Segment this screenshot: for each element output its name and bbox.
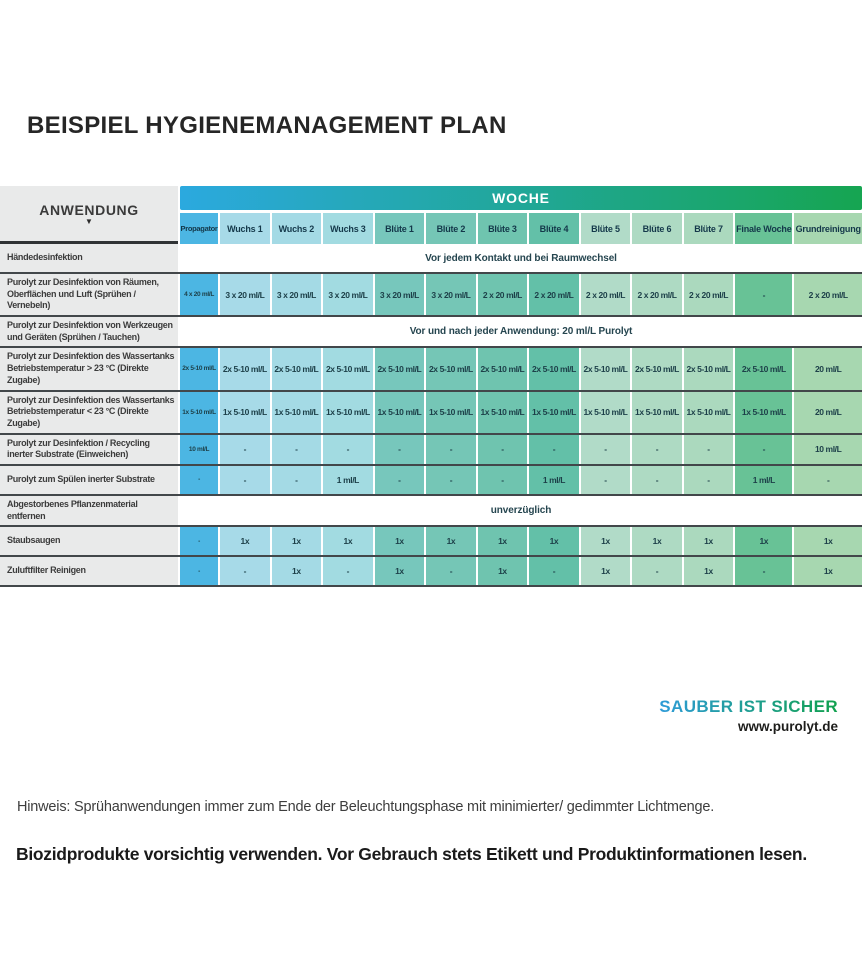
- plan-cell: 1x 5-10 ml/L: [478, 392, 528, 433]
- page-title: BEISPIEL HYGIENEMANAGEMENT PLAN: [27, 112, 507, 139]
- table-row: [0, 466, 862, 496]
- plan-cell: -: [220, 435, 270, 464]
- plan-cell: -: [180, 527, 218, 555]
- plan-cell: 20 ml/L: [794, 348, 862, 389]
- plan-cell: -: [581, 466, 631, 494]
- plan-cell: -: [684, 435, 734, 464]
- table-row: [0, 435, 862, 466]
- plan-cell: 2x 5-10 ml/L: [684, 348, 734, 389]
- column-header: Blüte 6: [632, 213, 682, 244]
- plan-cell: -: [478, 435, 528, 464]
- plan-cell: 3 x 20 ml/L: [220, 274, 270, 315]
- table-row: [0, 392, 862, 435]
- plan-cell: 2x 5-10 ml/L: [375, 348, 425, 389]
- plan-cell: -: [323, 435, 373, 464]
- brand-slogan: SAUBER IST SICHER: [659, 697, 838, 716]
- plan-cell: 1x 5-10 ml/L: [426, 392, 476, 433]
- plan-cell: 1x 5-10 ml/L: [735, 392, 792, 433]
- plan-cell: 10 ml/L: [794, 435, 862, 464]
- table-row: [0, 317, 862, 348]
- plan-cell: 1x: [272, 557, 322, 585]
- plan-cell: 1x: [426, 527, 476, 555]
- row-label: Purolyt zur Desinfektion / Recycling inerter Substrate (Einweichen): [0, 435, 178, 464]
- column-header: Blüte 1: [375, 213, 425, 244]
- plan-cell: 2 x 20 ml/L: [581, 274, 631, 315]
- plan-cell: 2x 5-10 ml/L: [272, 348, 322, 389]
- plan-cell: -: [478, 466, 528, 494]
- plan-cell: 1x: [581, 527, 631, 555]
- plan-cell: -: [272, 435, 322, 464]
- table-row: [0, 557, 862, 587]
- column-header: Finale Woche: [735, 213, 792, 244]
- plan-cell: 2x 5-10 ml/L: [426, 348, 476, 389]
- plan-cell: 3 x 20 ml/L: [272, 274, 322, 315]
- plan-cell: 1x: [581, 557, 631, 585]
- column-header: Blüte 3: [478, 213, 528, 244]
- plan-cell: 1x: [735, 527, 792, 555]
- row-label: Staubsaugen: [0, 527, 178, 555]
- plan-cell: -: [180, 557, 218, 585]
- table-row: [0, 348, 862, 391]
- plan-cell: 3 x 20 ml/L: [426, 274, 476, 315]
- plan-cell: -: [375, 466, 425, 494]
- plan-cell: -: [426, 435, 476, 464]
- row-label: Purolyt zur Desinfektion des Wassertanks Betriebstemperatur > 23 °C (Direkte Zugabe): [0, 348, 178, 389]
- plan-cell: 1x 5-10 ml/L: [684, 392, 734, 433]
- table-row: [0, 244, 862, 274]
- plan-cell: 1x: [220, 527, 270, 555]
- column-header: Wuchs 1: [220, 213, 270, 244]
- column-header: Blüte 4: [529, 213, 579, 244]
- woche-banner: WOCHE: [180, 186, 862, 210]
- row-label: Purolyt zum Spülen inerter Substrate: [0, 466, 178, 494]
- plan-cell: 2x 5-10 ml/L: [735, 348, 792, 389]
- plan-cell: -: [684, 466, 734, 494]
- column-header: Wuchs 2: [272, 213, 322, 244]
- plan-cell: 1x: [272, 527, 322, 555]
- row-label: Zuluftfilter Reinigen: [0, 557, 178, 585]
- plan-cell: 2 x 20 ml/L: [478, 274, 528, 315]
- plan-cell: 1x 5-10 ml/L: [180, 392, 218, 433]
- plan-cell: -: [426, 466, 476, 494]
- plan-cell: 1 ml/L: [735, 466, 792, 494]
- plan-cell: -: [220, 557, 270, 585]
- plan-cell: 1x: [478, 527, 528, 555]
- plan-cell: 2x 5-10 ml/L: [529, 348, 579, 389]
- arrow-down-icon: ▼: [85, 217, 93, 226]
- plan-cell: -: [529, 435, 579, 464]
- hygiene-plan-table: [0, 186, 862, 587]
- plan-cell: -: [323, 557, 373, 585]
- row-span-value: Vor jedem Kontakt und bei Raumwechsel: [180, 244, 862, 272]
- table-row: [0, 496, 862, 527]
- brand-website: www.purolyt.de: [737, 719, 838, 734]
- row-label: Abgestorbenes Pflanzenmaterial entfernen: [0, 496, 178, 525]
- table-header: [0, 186, 862, 244]
- plan-cell: 1x 5-10 ml/L: [581, 392, 631, 433]
- column-header: Blüte 5: [581, 213, 631, 244]
- plan-cell: -: [735, 435, 792, 464]
- plan-cell: 1x 5-10 ml/L: [323, 392, 373, 433]
- plan-cell: 1x 5-10 ml/L: [632, 392, 682, 433]
- plan-cell: 1 ml/L: [529, 466, 579, 494]
- plan-cell: -: [180, 466, 218, 494]
- brand-block: [659, 697, 838, 734]
- plan-cell: 2x 5-10 ml/L: [323, 348, 373, 389]
- column-header: Grundreinigung: [794, 213, 862, 244]
- plan-cell: -: [375, 435, 425, 464]
- plan-cell: 1x: [632, 527, 682, 555]
- table-row: [0, 527, 862, 557]
- plan-cell: 2x 5-10 ml/L: [632, 348, 682, 389]
- plan-cell: -: [794, 466, 862, 494]
- plan-cell: -: [735, 274, 792, 315]
- row-label: Purolyt zur Desinfektion von Räumen, Oberflächen und Luft (Sprühen / Vernebeln): [0, 274, 178, 315]
- plan-cell: 2x 5-10 ml/L: [220, 348, 270, 389]
- plan-cell: 10 ml/L: [180, 435, 218, 464]
- anwendung-label: ANWENDUNG: [39, 202, 139, 218]
- table-row: [0, 274, 862, 317]
- plan-cell: 1x: [375, 527, 425, 555]
- plan-cell: 3 x 20 ml/L: [375, 274, 425, 315]
- column-header: Blüte 2: [426, 213, 476, 244]
- note-text: Hinweis: Sprühanwendungen immer zum Ende der Beleuchtungsphase mit minimierter/ gedimmter Lichtmenge.: [17, 799, 715, 815]
- plan-cell: 1 ml/L: [323, 466, 373, 494]
- plan-cell: -: [426, 557, 476, 585]
- plan-cell: -: [735, 557, 792, 585]
- plan-cell: 2 x 20 ml/L: [684, 274, 734, 315]
- warning-text: Biozidprodukte vorsichtig verwenden. Vor Gebrauch stets Etikett und Produktinformationen lesen.: [16, 844, 807, 864]
- row-span-value: unverzüglich: [180, 496, 862, 525]
- plan-cell: -: [272, 466, 322, 494]
- row-label: Händedesinfektion: [0, 244, 178, 272]
- plan-cell: 3 x 20 ml/L: [323, 274, 373, 315]
- plan-cell: 4 x 20 ml/L: [180, 274, 218, 315]
- plan-cell: 1x: [323, 527, 373, 555]
- plan-cell: 1x: [529, 527, 579, 555]
- plan-cell: 20 ml/L: [794, 392, 862, 433]
- plan-cell: 1x: [684, 557, 734, 585]
- plan-cell: -: [632, 557, 682, 585]
- plan-cell: 1x: [478, 557, 528, 585]
- plan-cell: 1x: [375, 557, 425, 585]
- plan-cell: 2x 5-10 ml/L: [180, 348, 218, 389]
- plan-cell: 2 x 20 ml/L: [794, 274, 862, 315]
- row-label: Purolyt zur Desinfektion des Wassertanks Betriebstemperatur < 23 °C (Direkte Zugabe): [0, 392, 178, 433]
- plan-cell: -: [581, 435, 631, 464]
- row-span-value: Vor und nach jeder Anwendung: 20 ml/L Purolyt: [180, 317, 862, 346]
- column-header: Blüte 7: [684, 213, 734, 244]
- plan-cell: 1x: [794, 527, 862, 555]
- plan-table-body: [0, 244, 862, 587]
- plan-cell: 2 x 20 ml/L: [529, 274, 579, 315]
- column-header: Wuchs 3: [323, 213, 373, 244]
- anwendung-header-cell: [0, 186, 178, 244]
- plan-cell: 1x 5-10 ml/L: [272, 392, 322, 433]
- plan-cell: 1x 5-10 ml/L: [375, 392, 425, 433]
- row-label: Purolyt zur Desinfektion von Werkzeugen und Geräten (Sprühen / Tauchen): [0, 317, 178, 346]
- plan-cell: 1x 5-10 ml/L: [220, 392, 270, 433]
- plan-cell: -: [220, 466, 270, 494]
- plan-cell: -: [632, 435, 682, 464]
- plan-cell: 1x: [684, 527, 734, 555]
- column-header: Propagator: [180, 213, 218, 244]
- plan-cell: 1x 5-10 ml/L: [529, 392, 579, 433]
- plan-cell: 2x 5-10 ml/L: [581, 348, 631, 389]
- plan-cell: 2 x 20 ml/L: [632, 274, 682, 315]
- week-header-area: [180, 186, 862, 244]
- plan-cell: 1x: [794, 557, 862, 585]
- plan-cell: -: [529, 557, 579, 585]
- plan-cell: 2x 5-10 ml/L: [478, 348, 528, 389]
- column-header-row: [180, 213, 862, 244]
- plan-cell: -: [632, 466, 682, 494]
